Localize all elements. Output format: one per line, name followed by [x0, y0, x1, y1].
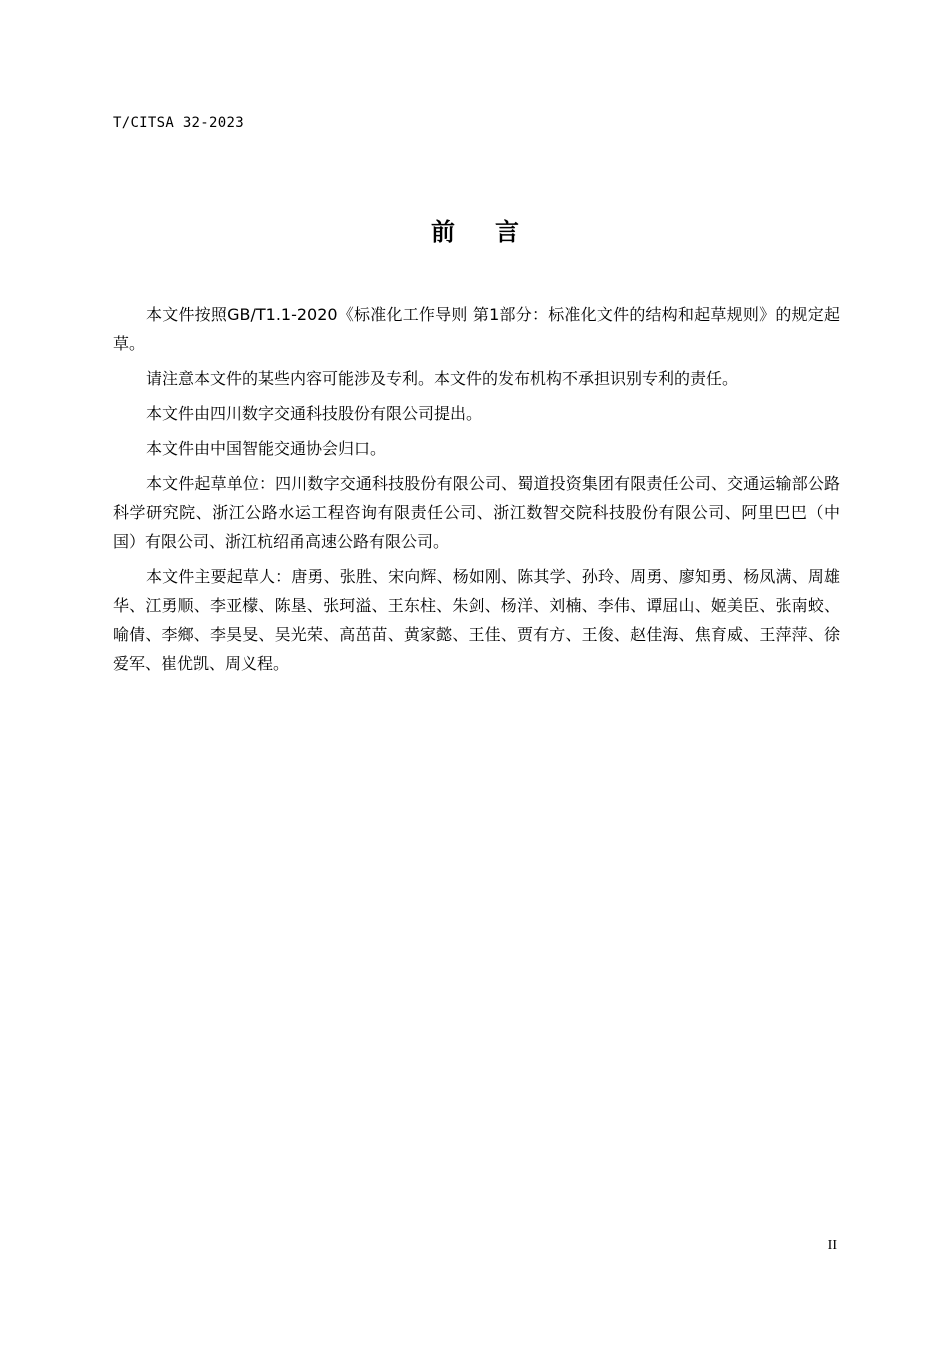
- paragraph-drafting-basis: 本文件按照GB/T1.1-2020《标准化工作导则 第1部分：标准化文件的结构和起草规则》的规定起草。: [113, 305, 840, 353]
- paragraph-administrator: 本文件由中国智能交通协会归口。: [146, 439, 387, 458]
- standard-code: T/CITSA 32-2023: [113, 115, 244, 131]
- paragraph-proposer: 本文件由四川数字交通科技股份有限公司提出。: [146, 404, 483, 423]
- paragraph-drafters: 本文件主要起草人：唐勇、张胜、宋向辉、杨如刚、陈其学、孙玲、周勇、廖知勇、杨凤满、周雄华、江勇顺、李亚檬、陈垦、张珂溢、王东柱、朱剑、杨洋、刘楠、李伟、谭屈山、姬美臣、张南蛟、喻倩、李鄉、李昊旻、吴光荣、高茁苗、黄家懿、王佳、贾有方、王俊、赵佳海、焦育威、王萍萍、徐爱军、崔优凯、周义程。: [113, 567, 840, 673]
- paragraph-drafting-units: 本文件起草单位：四川数字交通科技股份有限公司、蜀道投资集团有限责任公司、交通运输部公路科学研究院、浙江公路水运工程咨询有限责任公司、浙江数智交院科技股份有限公司、阿里巴巴（中国）有限公司、浙江杭绍甬高速公路有限公司。: [113, 474, 840, 551]
- foreword-body: [113, 300, 840, 684]
- page-number: II: [827, 1238, 837, 1253]
- paragraph-patent-notice: 请注意本文件的某些内容可能涉及专利。本文件的发布机构不承担识别专利的责任。: [146, 369, 739, 388]
- page-title: 前言: [431, 218, 559, 246]
